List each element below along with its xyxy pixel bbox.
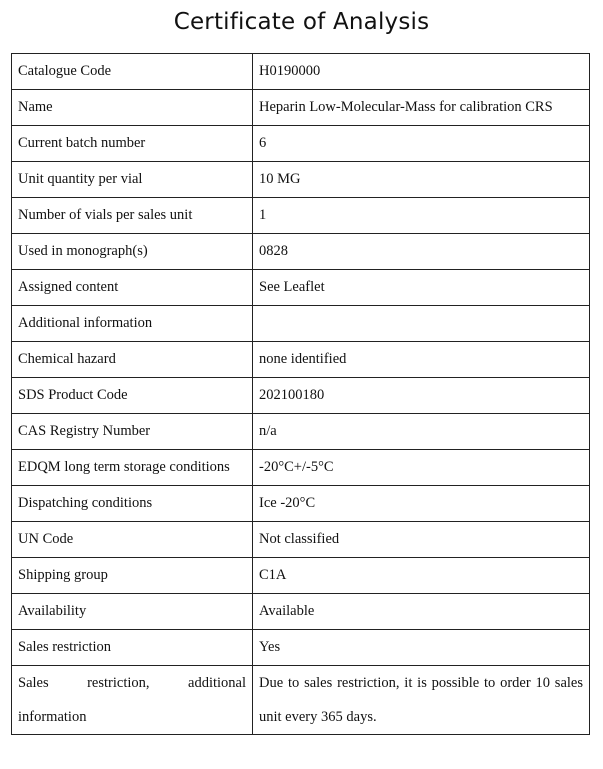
- row-value: H0190000: [253, 54, 590, 90]
- row-value: 1: [253, 198, 590, 234]
- row-label: Availability: [12, 594, 253, 630]
- row-label: Additional information: [12, 306, 253, 342]
- table-row: [12, 414, 590, 450]
- table-row: [12, 306, 590, 342]
- row-label: EDQM long term storage conditions: [12, 450, 253, 486]
- row-value: Due to sales restriction, it is possible to order 10 sales unit every 365 days.: [253, 666, 590, 735]
- table-row: [12, 54, 590, 90]
- page-title: Certificate of Analysis: [173, 9, 430, 35]
- table-row: [12, 198, 590, 234]
- row-label: Sales restriction, additional information: [12, 666, 253, 735]
- row-value: Yes: [253, 630, 590, 666]
- row-value: Available: [253, 594, 590, 630]
- row-label: Chemical hazard: [12, 342, 253, 378]
- table-row: [12, 270, 590, 306]
- table-row: [12, 630, 590, 666]
- row-value: Heparin Low-Molecular-Mass for calibration CRS: [253, 90, 590, 126]
- row-label: Catalogue Code: [12, 54, 253, 90]
- row-label: Current batch number: [12, 126, 253, 162]
- row-value: Ice -20°C: [253, 486, 590, 522]
- row-value: none identified: [253, 342, 590, 378]
- table-row: [12, 486, 590, 522]
- table-row: [12, 378, 590, 414]
- table-row: [12, 234, 590, 270]
- table-row: [12, 90, 590, 126]
- certificate-table: [11, 53, 590, 735]
- row-value: 202100180: [253, 378, 590, 414]
- row-label: Dispatching conditions: [12, 486, 253, 522]
- table-row: [12, 522, 590, 558]
- row-value: C1A: [253, 558, 590, 594]
- row-label: SDS Product Code: [12, 378, 253, 414]
- table-row: [12, 558, 590, 594]
- row-value: n/a: [253, 414, 590, 450]
- row-label: Number of vials per sales unit: [12, 198, 253, 234]
- table-row: [12, 342, 590, 378]
- row-label: Name: [12, 90, 253, 126]
- table-row: [12, 666, 590, 735]
- row-value: See Leaflet: [253, 270, 590, 306]
- row-value: 10 MG: [253, 162, 590, 198]
- row-label: Sales restriction: [12, 630, 253, 666]
- row-label: Assigned content: [12, 270, 253, 306]
- row-label: Shipping group: [12, 558, 253, 594]
- row-label: Used in monograph(s): [12, 234, 253, 270]
- row-label: UN Code: [12, 522, 253, 558]
- table-row: [12, 126, 590, 162]
- row-value: -20°C+/-5°C: [253, 450, 590, 486]
- row-value: Not classified: [253, 522, 590, 558]
- table-row: [12, 450, 590, 486]
- row-label: CAS Registry Number: [12, 414, 253, 450]
- row-value: [253, 306, 590, 342]
- table-row: [12, 594, 590, 630]
- row-label: Unit quantity per vial: [12, 162, 253, 198]
- row-value: 0828: [253, 234, 590, 270]
- row-value: 6: [253, 126, 590, 162]
- table-row: [12, 162, 590, 198]
